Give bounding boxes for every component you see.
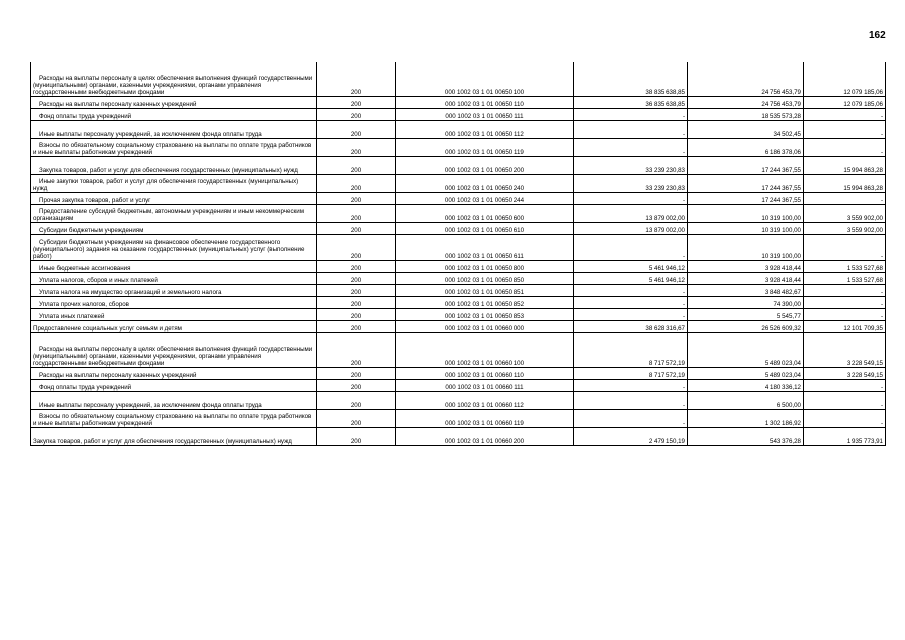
row-remainder: - <box>804 285 886 297</box>
row-remainder: - <box>804 392 886 410</box>
row-code: 200 <box>317 261 396 273</box>
row-approved: - <box>574 410 688 428</box>
row-approved: - <box>574 297 688 309</box>
row-classification: 000 1002 03 1 01 00650 240 <box>396 175 574 193</box>
row-approved: 8 717 572,19 <box>574 333 688 368</box>
row-code: 200 <box>317 285 396 297</box>
row-classification: 000 1002 03 1 01 00650 244 <box>396 193 574 205</box>
table-row <box>31 62 886 97</box>
row-name: Иные закупки товаров, работ и услуг для обеспечения государственных (муниципальных) нужд <box>31 175 317 193</box>
row-classification: 000 1002 03 1 01 00650 111 <box>396 109 574 121</box>
row-classification: 000 1002 03 1 01 00650 100 <box>396 62 574 97</box>
table-row <box>31 139 886 157</box>
table-row <box>31 273 886 285</box>
row-remainder: 3 559 902,00 <box>804 205 886 223</box>
row-code: 200 <box>317 321 396 333</box>
row-remainder: 1 533 527,68 <box>804 273 886 285</box>
row-name: Взносы по обязательному социальному страхованию на выплаты по оплате труда работников и иные выплаты работникам учреждений <box>31 410 317 428</box>
row-approved: 38 835 638,85 <box>574 62 688 97</box>
row-remainder: 1 533 527,68 <box>804 261 886 273</box>
budget-table <box>30 62 886 446</box>
row-code: 200 <box>317 205 396 223</box>
row-classification: 000 1002 03 1 01 00660 111 <box>396 380 574 392</box>
row-classification: 000 1002 03 1 01 00660 000 <box>396 321 574 333</box>
row-approved: - <box>574 139 688 157</box>
row-code: 200 <box>317 309 396 321</box>
row-name: Предоставление социальных услуг семьям и детям <box>31 321 317 333</box>
row-executed: 6 186 378,06 <box>688 139 804 157</box>
row-approved: 38 628 316,67 <box>574 321 688 333</box>
row-approved: - <box>574 380 688 392</box>
row-remainder: 12 079 185,06 <box>804 62 886 97</box>
row-executed: 5 489 023,04 <box>688 333 804 368</box>
row-code: 200 <box>317 235 396 261</box>
table-row <box>31 309 886 321</box>
row-approved: 33 239 230,83 <box>574 157 688 175</box>
row-executed: 3 848 482,67 <box>688 285 804 297</box>
row-classification: 000 1002 03 1 01 00650 200 <box>396 157 574 175</box>
row-executed: 74 390,00 <box>688 297 804 309</box>
row-executed: 3 928 418,44 <box>688 273 804 285</box>
row-approved: - <box>574 309 688 321</box>
row-name: Уплата налогов, сборов и иных платежей <box>31 273 317 285</box>
row-classification: 000 1002 03 1 01 00650 119 <box>396 139 574 157</box>
row-approved: 13 879 002,00 <box>574 223 688 235</box>
row-name: Фонд оплаты труда учреждений <box>31 380 317 392</box>
row-remainder: 12 079 185,06 <box>804 97 886 109</box>
row-remainder: 15 994 863,28 <box>804 175 886 193</box>
row-classification: 000 1002 03 1 01 00650 851 <box>396 285 574 297</box>
row-approved: 13 879 002,00 <box>574 205 688 223</box>
table-row <box>31 205 886 223</box>
row-code: 200 <box>317 380 396 392</box>
row-executed: 5 489 023,04 <box>688 368 804 380</box>
row-approved: - <box>574 285 688 297</box>
table-row <box>31 321 886 333</box>
row-approved: - <box>574 121 688 139</box>
row-name: Расходы на выплаты персоналу казенных учреждений <box>31 368 317 380</box>
row-name: Закупка товаров, работ и услуг для обеспечения государственных (муниципальных) нужд <box>31 157 317 175</box>
row-remainder: - <box>804 109 886 121</box>
table-row <box>31 223 886 235</box>
row-code: 200 <box>317 175 396 193</box>
row-classification: 000 1002 03 1 01 00650 850 <box>396 273 574 285</box>
row-name: Уплата налога на имущество организаций и земельного налога <box>31 285 317 297</box>
row-code: 200 <box>317 368 396 380</box>
row-name: Уплата прочих налогов, сборов <box>31 297 317 309</box>
row-executed: 5 545,77 <box>688 309 804 321</box>
row-remainder: 3 228 549,15 <box>804 368 886 380</box>
row-approved: - <box>574 193 688 205</box>
row-classification: 000 1002 03 1 01 00660 112 <box>396 392 574 410</box>
row-classification: 000 1002 03 1 01 00650 110 <box>396 97 574 109</box>
row-executed: 24 756 453,79 <box>688 97 804 109</box>
row-remainder: 12 101 709,35 <box>804 321 886 333</box>
row-name: Иные выплаты персоналу учреждений, за исключением фонда оплаты труда <box>31 392 317 410</box>
table-row <box>31 410 886 428</box>
row-code: 200 <box>317 62 396 97</box>
row-code: 200 <box>317 223 396 235</box>
row-code: 200 <box>317 97 396 109</box>
page-number: 162 <box>869 30 886 41</box>
row-classification: 000 1002 03 1 01 00650 800 <box>396 261 574 273</box>
row-name: Фонд оплаты труда учреждений <box>31 109 317 121</box>
row-approved: - <box>574 392 688 410</box>
row-executed: 10 319 100,00 <box>688 235 804 261</box>
row-executed: 17 244 367,55 <box>688 193 804 205</box>
row-classification: 000 1002 03 1 01 00650 852 <box>396 297 574 309</box>
row-classification: 000 1002 03 1 01 00660 119 <box>396 410 574 428</box>
row-classification: 000 1002 03 1 01 00660 200 <box>396 428 574 446</box>
row-classification: 000 1002 03 1 01 00650 853 <box>396 309 574 321</box>
row-code: 200 <box>317 157 396 175</box>
row-code: 200 <box>317 139 396 157</box>
row-classification: 000 1002 03 1 01 00650 611 <box>396 235 574 261</box>
table-row <box>31 175 886 193</box>
row-code: 200 <box>317 410 396 428</box>
row-name: Расходы на выплаты персоналу в целях обеспечения выполнения функций государственными (муниципальными) органами, казенными учреждениями, органами управления государственными внебюджетными фондами <box>31 62 317 97</box>
row-code: 200 <box>317 193 396 205</box>
row-executed: 10 319 100,00 <box>688 205 804 223</box>
row-remainder: - <box>804 121 886 139</box>
row-approved: 36 835 638,85 <box>574 97 688 109</box>
row-name: Иные выплаты персоналу учреждений, за исключением фонда оплаты труда <box>31 121 317 139</box>
row-executed: 4 180 336,12 <box>688 380 804 392</box>
row-remainder: 1 935 773,91 <box>804 428 886 446</box>
row-executed: 10 319 100,00 <box>688 223 804 235</box>
row-approved: - <box>574 235 688 261</box>
row-classification: 000 1002 03 1 01 00650 600 <box>396 205 574 223</box>
row-executed: 26 526 609,32 <box>688 321 804 333</box>
row-name: Расходы на выплаты персоналу в целях обеспечения выполнения функций государственными (муниципальными) органами, казенными учреждениями, органами управления государственными внебюджетными фондами <box>31 333 317 368</box>
row-approved: 2 479 150,19 <box>574 428 688 446</box>
row-name: Субсидии бюджетным учреждениям на финансовое обеспечение государственного (муниципального) задания на оказание государственных (муниципальных) услуг (выполнение работ) <box>31 235 317 261</box>
table-row <box>31 193 886 205</box>
row-approved: - <box>574 109 688 121</box>
row-executed: 18 535 573,28 <box>688 109 804 121</box>
row-remainder: - <box>804 297 886 309</box>
table-row <box>31 285 886 297</box>
row-remainder: - <box>804 380 886 392</box>
row-approved: 8 717 572,19 <box>574 368 688 380</box>
row-approved: 33 239 230,83 <box>574 175 688 193</box>
row-name: Иные бюджетные ассигнования <box>31 261 317 273</box>
row-remainder: 15 994 863,28 <box>804 157 886 175</box>
row-remainder: 3 228 549,15 <box>804 333 886 368</box>
table-row <box>31 392 886 410</box>
row-remainder: 3 559 902,00 <box>804 223 886 235</box>
row-classification: 000 1002 03 1 01 00650 610 <box>396 223 574 235</box>
budget-table-body <box>31 62 886 446</box>
table-row <box>31 368 886 380</box>
row-executed: 24 756 453,79 <box>688 62 804 97</box>
row-executed: 543 376,28 <box>688 428 804 446</box>
row-name: Уплата иных платежей <box>31 309 317 321</box>
row-code: 200 <box>317 428 396 446</box>
row-remainder: - <box>804 410 886 428</box>
table-row <box>31 261 886 273</box>
row-executed: 17 244 367,55 <box>688 175 804 193</box>
row-code: 200 <box>317 297 396 309</box>
row-executed: 3 928 418,44 <box>688 261 804 273</box>
table-row <box>31 109 886 121</box>
row-code: 200 <box>317 121 396 139</box>
row-code: 200 <box>317 392 396 410</box>
table-row <box>31 121 886 139</box>
row-code: 200 <box>317 333 396 368</box>
row-name: Закупка товаров, работ и услуг для обеспечения государственных (муниципальных) нужд <box>31 428 317 446</box>
row-executed: 1 302 186,92 <box>688 410 804 428</box>
table-row <box>31 97 886 109</box>
row-executed: 34 502,45 <box>688 121 804 139</box>
row-name: Субсидии бюджетным учреждениям <box>31 223 317 235</box>
row-classification: 000 1002 03 1 01 00660 100 <box>396 333 574 368</box>
row-name: Взносы по обязательному социальному страхованию на выплаты по оплате труда работников и иные выплаты работникам учреждений <box>31 139 317 157</box>
row-executed: 6 500,00 <box>688 392 804 410</box>
row-remainder: - <box>804 193 886 205</box>
table-row <box>31 428 886 446</box>
row-code: 200 <box>317 109 396 121</box>
table-row <box>31 333 886 368</box>
row-remainder: - <box>804 139 886 157</box>
row-executed: 17 244 367,55 <box>688 157 804 175</box>
row-name: Прочая закупка товаров, работ и услуг <box>31 193 317 205</box>
table-row <box>31 157 886 175</box>
row-classification: 000 1002 03 1 01 00660 110 <box>396 368 574 380</box>
table-row <box>31 297 886 309</box>
row-remainder: - <box>804 309 886 321</box>
table-row <box>31 380 886 392</box>
row-approved: 5 461 946,12 <box>574 261 688 273</box>
row-name: Расходы на выплаты персоналу казенных учреждений <box>31 97 317 109</box>
row-name: Предоставление субсидий бюджетным, автономным учреждениям и иным некоммерческим организациям <box>31 205 317 223</box>
table-row <box>31 235 886 261</box>
row-code: 200 <box>317 273 396 285</box>
row-remainder: - <box>804 235 886 261</box>
row-approved: 5 461 946,12 <box>574 273 688 285</box>
row-classification: 000 1002 03 1 01 00650 112 <box>396 121 574 139</box>
